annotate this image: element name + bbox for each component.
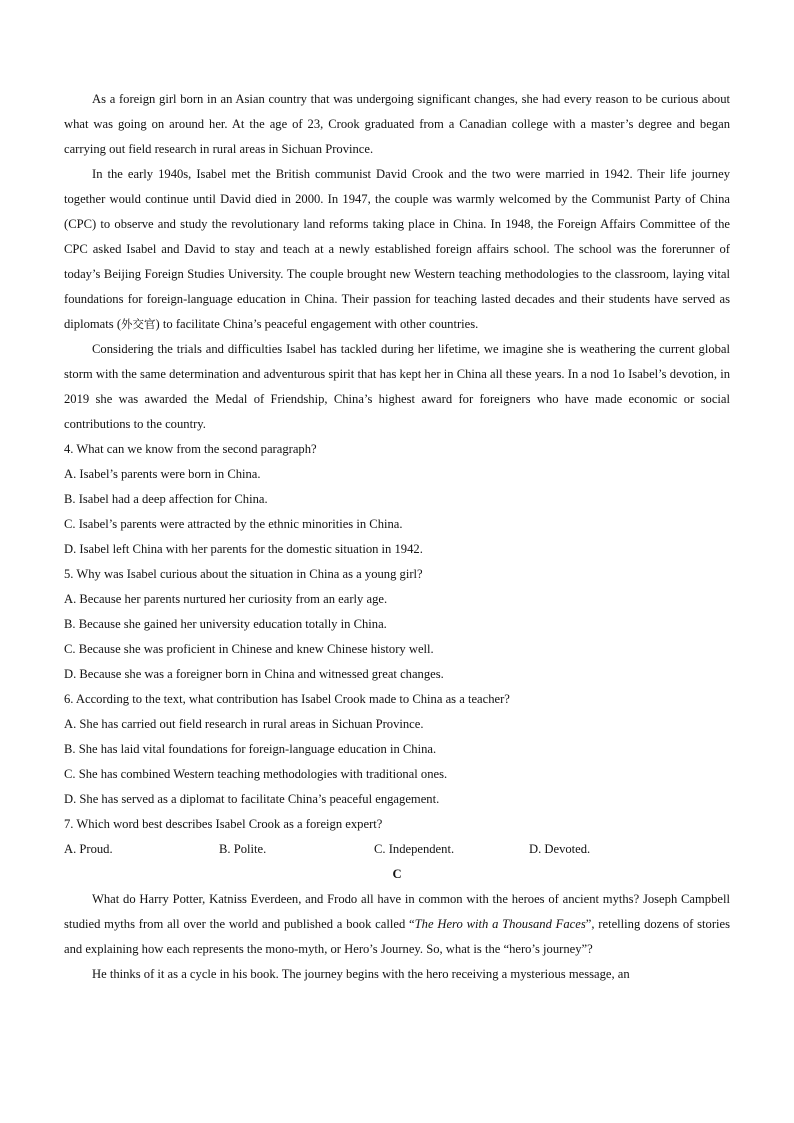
passage-c-paragraph-2: He thinks of it as a cycle in his book. The journey begins with the hero receiving a mysterious message, an [92, 967, 630, 981]
question-7 [64, 812, 730, 862]
paragraph-text-end: ”, retelling dozens of stories and explaining how each represents the mono-myth, or Hero’s Journey. So, what is the “hero’s journey”? [64, 917, 731, 956]
question-option: A. Isabel’s parents were born in China. [64, 467, 261, 481]
passage-b-paragraph-3: Considering the trials and difficulties Isabel has tackled during her lifetime, we imagine she is weathering the current global storm with the same determination and adventurous spirit that has kept her in China all these years. In a nod 1o Isabel’s devotion, in 2019 she was awarded the Medal of Friendship, China’s highest award for foreigners who have made economic or social contributions to the country. [64, 342, 730, 431]
paragraph-2-text-end: ) to facilitate China’s peaceful engagement with other countries. [155, 317, 479, 331]
question-option: B. Because she gained her university education totally in China. [64, 617, 387, 631]
question-option: D. Devoted. [529, 842, 591, 856]
question-option: A. Because her parents nurtured her curiosity from an early age. [64, 592, 388, 606]
chinese-gloss: 外交官 [121, 317, 156, 331]
question-option: D. Because she was a foreigner born in China and witnessed great changes. [64, 667, 444, 681]
question-option: B. Polite. [219, 842, 267, 856]
book-title: The Hero with a Thousand Faces [414, 917, 586, 931]
question-stem: 7. Which word best describes Isabel Crook as a foreign expert? [64, 817, 383, 831]
question-option: A. She has carried out field research in rural areas in Sichuan Province. [64, 717, 424, 731]
question-stem: 5. Why was Isabel curious about the situation in China as a young girl? [64, 567, 423, 581]
section-heading: C [392, 867, 402, 881]
question-option: D. Isabel left China with her parents for the domestic situation in 1942. [64, 542, 423, 556]
exam-page [64, 87, 730, 987]
question-option: B. Isabel had a deep affection for China. [64, 492, 268, 506]
paragraph-2-text: In the early 1940s, Isabel met the British communist David Crook and the two were married in 1942. Their life journey together would continue until David died in 2000. In 1947, the couple was warmly welcomed by the Communist Party of China (CPC) to observe and study the revolutionary land reforms taking place in China. In 1948, the Foreign Affairs Committee of the CPC asked Isabel and David to stay and teach at a newly established foreign affairs school. The school was the forerunner of today’s Beijing Foreign Studies University. The couple brought new Western teaching methodologies to the classroom, laying vital foundations for foreign-language education in China. Their passion for teaching lasted decades and their students have served as diplomats ( [64, 167, 730, 331]
question-option: C. Isabel’s parents were attracted by the ethnic minorities in China. [64, 517, 403, 531]
question-stem: 4. What can we know from the second paragraph? [64, 442, 317, 456]
passage-b-paragraph-2 [64, 162, 730, 337]
question-4 [64, 437, 730, 562]
question-options-row [64, 837, 730, 862]
passage-b-paragraph-1: As a foreign girl born in an Asian country that was undergoing significant changes, she had every reason to be curious about what was going on around her. At the age of 23, Crook graduated from a Canadian college with a master’s degree and began carrying out field research in rural areas in Sichuan Province. [64, 92, 730, 156]
question-option: D. She has served as a diplomat to facilitate China’s peaceful engagement. [64, 792, 440, 806]
question-option: C. Because she was proficient in Chinese and knew Chinese history well. [64, 642, 434, 656]
paragraph-text: What do Harry Potter, Katniss Everdeen, and Frodo all have in common with the heroes of ancient myths? Joseph Campbell studied myths from all over the world and published a book called “ [64, 892, 730, 931]
question-stem: 6. According to the text, what contribution has Isabel Crook made to China as a teacher? [64, 692, 510, 706]
question-option: C. She has combined Western teaching methodologies with traditional ones. [64, 767, 448, 781]
question-option: B. She has laid vital foundations for foreign-language education in China. [64, 742, 437, 756]
question-5 [64, 562, 730, 687]
question-6 [64, 687, 730, 812]
passage-c-paragraph-1 [64, 887, 730, 962]
question-option: C. Independent. [374, 842, 455, 856]
question-option: A. Proud. [64, 842, 113, 856]
